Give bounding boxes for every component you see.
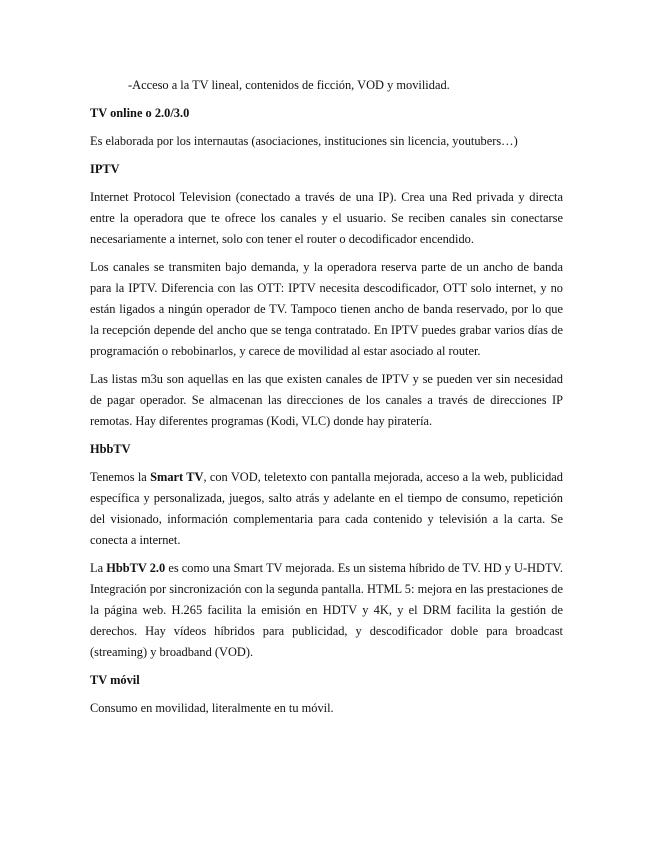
heading-tv-movil: TV móvil <box>90 673 140 687</box>
hbbtv-2-text-a: La <box>90 561 107 575</box>
paragraph-tv-online: Es elaborada por los internautas (asociaciones, instituciones sin licencia, youtubers…) <box>90 134 518 148</box>
heading-tv-online: TV online o 2.0/3.0 <box>90 106 190 120</box>
heading-hbbtv: HbbTV <box>90 442 131 456</box>
hbbtv-2-text-b: es como una Smart TV mejorada. Es un sistema híbrido de TV. HD y U-HDTV. Integración por sincronización con la segunda pantalla. HTML 5: mejora en las prestaciones de la página web. H.265 facilita la emisión en HDTV y 4K, y el DRM facilita la gestión de derechos. Hay vídeos híbridos para publicidad, y descodificador doble para broadcast (streaming) y broadband (VOD). <box>90 561 564 659</box>
paragraph-iptv-1: Internet Protocol Television (conectado a través de una IP). Crea una Red privada y directa entre la operadora que te ofrece los canales y el usuario. Se reciben canales sin conectarse necesariamente a internet, solo con tener el router o decodificador encendido. <box>90 190 563 246</box>
hbbtv-1-text-b: , con VOD, teletexto con pantalla mejorada, acceso a la web, publicidad específica y personalizada, juegos, salto atrás y adelante en el tiempo de consumo, repetición del visionado, información complementaria para cada contenido y televisión a la carta. Se conecta a internet. <box>90 470 563 547</box>
hbbtv-1-bold: Smart TV <box>150 470 204 484</box>
paragraph-hbbtv-1 <box>90 467 563 551</box>
paragraph-tv-movil: Consumo en movilidad, literalmente en tu móvil. <box>90 701 334 715</box>
hbbtv-1-text-a: Tenemos la <box>90 470 151 484</box>
heading-iptv: IPTV <box>90 162 120 176</box>
document-page <box>90 75 563 726</box>
hbbtv-2-bold: HbbTV 2.0 <box>106 561 166 575</box>
paragraph-iptv-3: Las listas m3u son aquellas en las que existen canales de IPTV y se pueden ver sin necesidad de pagar operador. Se almacenan las direcciones de los canales a través de direcciones IP remotas. Hay diferentes programas (Kodi, VLC) donde hay piratería. <box>90 372 563 428</box>
paragraph-hbbtv-2 <box>90 558 563 663</box>
paragraph-iptv-2: Los canales se transmiten bajo demanda, y la operadora reserva parte de un ancho de banda para la IPTV. Diferencia con las OTT: IPTV necesita descodificador, OTT solo internet, y no están ligados a ningún operador de TV. Tampoco tienen ancho de banda reservado, por lo que la recepción depende del ancho que se tenga contratado. En IPTV puedes grabar varios días de programación o rebobinarlos, y carece de movilidad al estar asociado al router. <box>90 260 563 358</box>
intro-line: -Acceso a la TV lineal, contenidos de ficción, VOD y movilidad. <box>128 78 450 92</box>
